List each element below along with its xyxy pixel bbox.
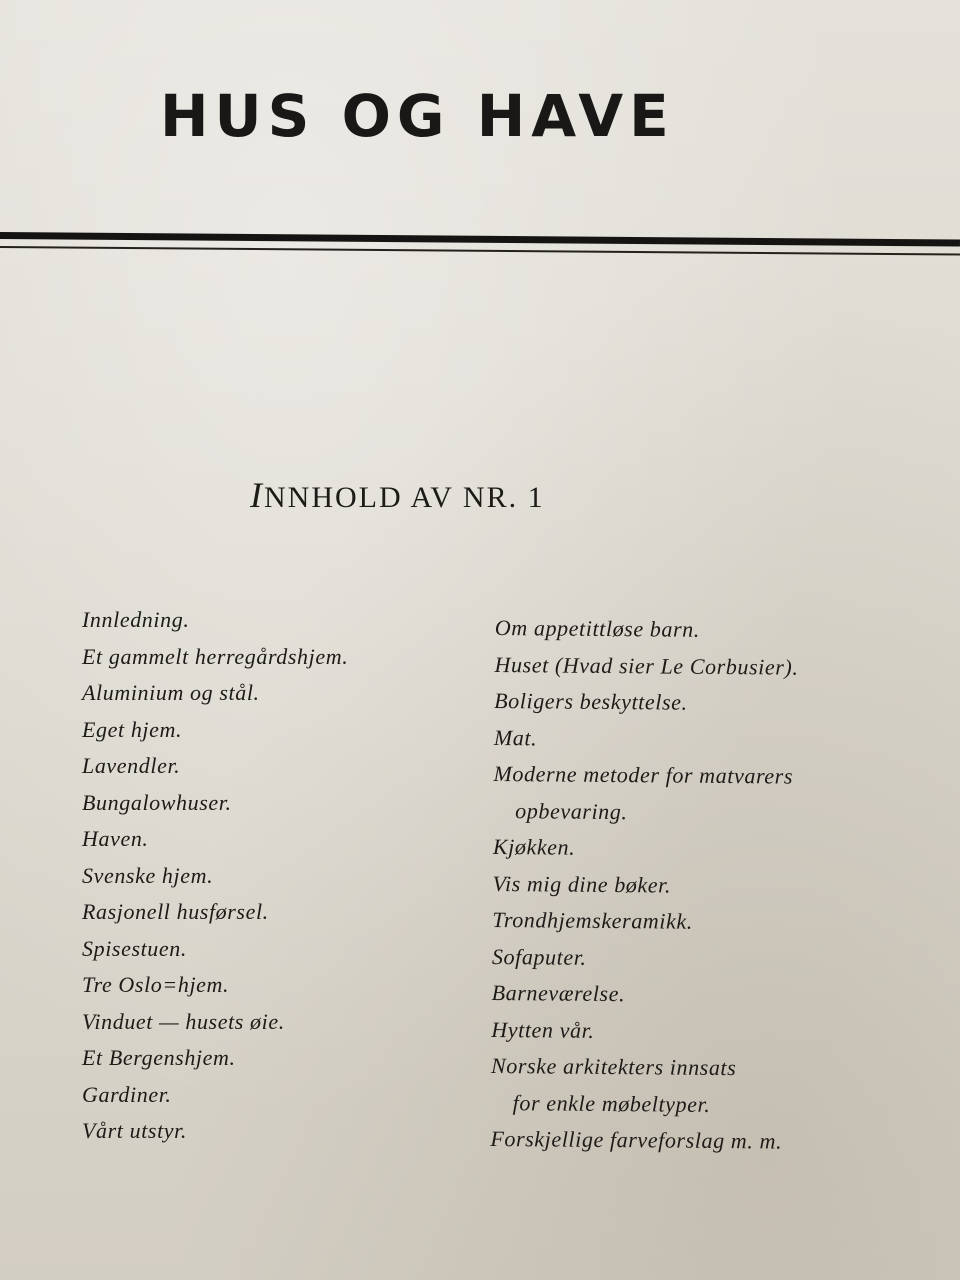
contents-list-right [490,610,799,1160]
list-item: Boligers beskyttelse. [494,687,688,715]
list-item-continuation: opbevaring. [515,797,628,824]
list-item: Bungalowhuser. [82,789,232,815]
list-item: Norske arkitekters innsats [490,1052,737,1081]
contents-heading [250,474,545,516]
contents-list-left [82,602,348,1150]
list-item: Svenske hjem. [82,862,214,888]
list-item: Eget hjem. [82,716,183,742]
list-item: Et gammelt herregårdshjem. [82,643,349,669]
list-item: Spisestuen. [82,935,187,961]
list-item: Lavendler. [82,753,181,778]
list-item: Sofaputer. [491,943,587,970]
list-item: Vis mig dine bøker. [492,870,672,898]
list-item: Vinduet — husets øie. [82,1008,285,1034]
list-item: Barneværelse. [491,979,626,1007]
list-item: Forskjellige farveforslag m. m. [490,1125,783,1154]
contents-heading-initial: I [250,475,264,515]
list-item: Haven. [82,826,149,851]
magazine-title: HUS OG HAVE [160,82,675,150]
list-item: Aluminium og stål. [82,680,260,705]
list-item: Hytten vår. [491,1016,595,1043]
list-item: Huset (Hvad sier Le Corbusier). [494,651,799,680]
list-item: Tre Oslo=hjem. [82,972,230,997]
list-item-continuation: for enkle møbeltyper. [512,1089,711,1117]
list-item: Kjøkken. [492,833,576,860]
header-rule-thick [0,232,960,247]
list-item: Vårt utstyr. [82,1118,187,1143]
header-rule-thin [0,246,960,256]
list-item: Innledning. [82,607,190,632]
list-item: Mat. [493,724,538,750]
list-item: Gardiner. [82,1081,172,1107]
list-item: Et Bergenshjem. [82,1045,236,1070]
contents-heading-rest: NNHOLD AV NR. 1 [264,481,545,514]
list-item: Om appetittløse barn. [494,614,701,642]
list-item: Rasjonell husførsel. [82,899,269,924]
list-item: Trondhjemskeramikk. [492,906,694,934]
list-item: Moderne metoder for matvarers [493,760,794,789]
